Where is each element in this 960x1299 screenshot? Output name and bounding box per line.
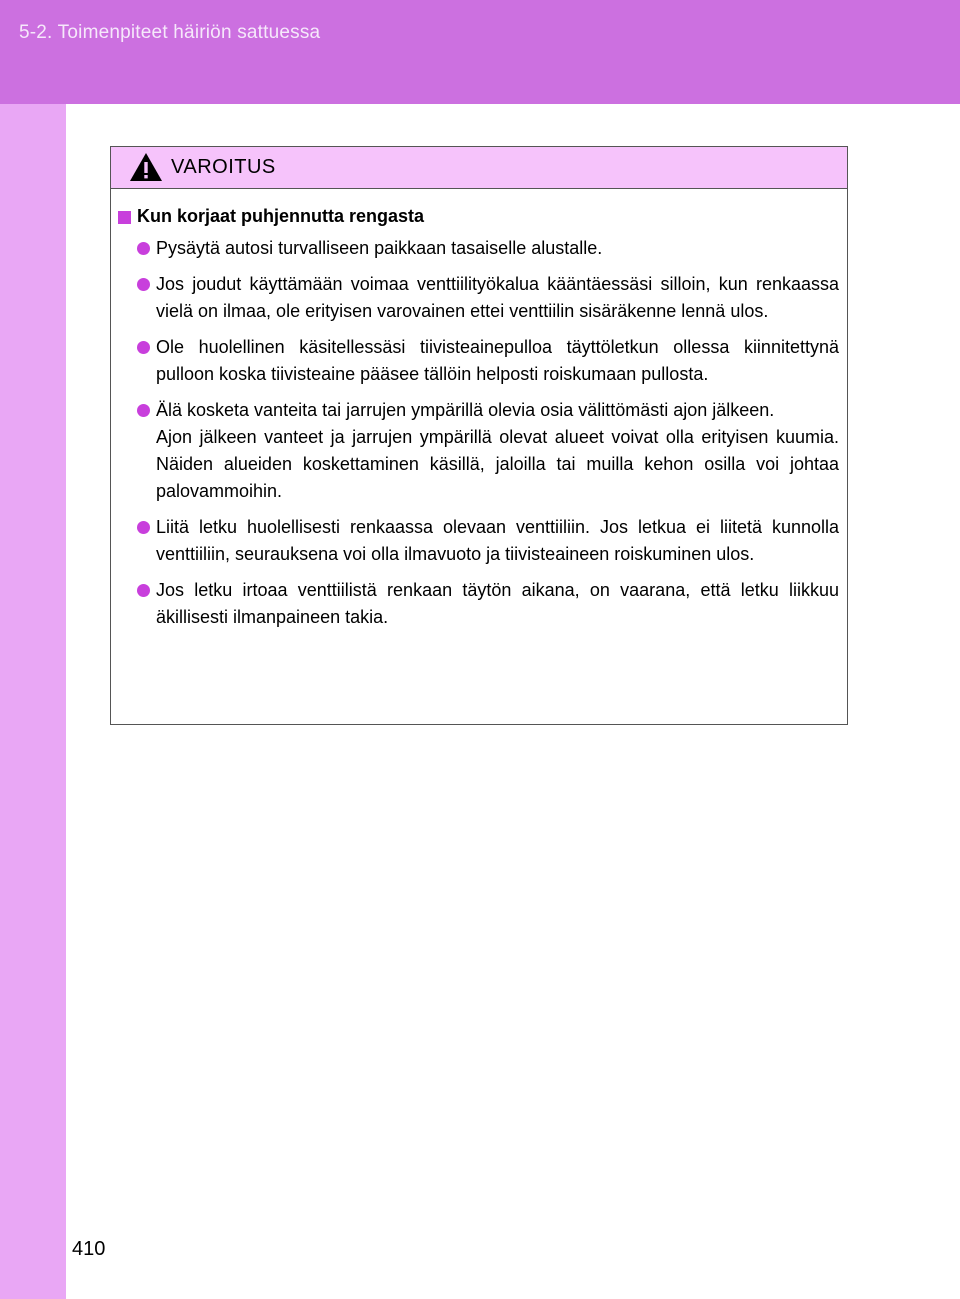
list-item [118, 271, 839, 325]
section-title [118, 206, 839, 227]
list-item [118, 514, 839, 568]
list-item [118, 334, 839, 388]
bullet-dot-icon [137, 404, 150, 417]
bullet-dot-icon [137, 242, 150, 255]
warning-triangle-icon [128, 151, 164, 183]
bullet-text: Älä kosketa vanteita tai jarrujen ympärillä olevia osia välittömästi ajon jälkeen. [156, 400, 775, 420]
list-item [118, 397, 839, 505]
section-header: 5-2. Toimenpiteet häiriön sattuessa [19, 22, 321, 43]
warning-title: VAROITUS [171, 156, 276, 178]
header-band [0, 0, 960, 104]
list-item [118, 577, 839, 631]
warning-header [111, 147, 847, 189]
warning-body [111, 189, 847, 631]
bullet-dot-icon [137, 341, 150, 354]
section-title-text: Kun korjaat puhjennutta rengasta [137, 206, 425, 226]
list-item [118, 235, 839, 262]
bullet-dot-icon [137, 278, 150, 291]
side-band [0, 104, 66, 1299]
bullet-text: Pysäytä autosi turvalliseen paikkaan tasaiselle alustalle. [156, 238, 603, 258]
bullet-dot-icon [137, 521, 150, 534]
bullet-text: Jos joudut käyttämään voimaa venttiilityökalua kääntäessäsi silloin, kun renkaassa vielä on ilmaa, ole erityisen varovainen ettei venttiilin sisäräkenne lennä ulos. [156, 274, 839, 321]
warning-box [110, 146, 848, 725]
bullet-text: Ajon jälkeen vanteet ja jarrujen ympärillä olevat alueet voivat olla erityisen kuumia. Näiden alueiden koskettaminen käsillä, jaloilla tai muilla kehon osilla voi johtaa palovammoihin. [156, 427, 839, 501]
square-bullet-icon [118, 211, 131, 224]
bullet-dot-icon [137, 584, 150, 597]
page-number: 410 [72, 1238, 106, 1260]
bullet-text: Ole huolellinen käsitellessäsi tiivisteainepulloa täyttöletkun ollessa kiinnitettynä pulloon koska tiivisteaine pääsee tällöin helposti roiskumaan pullosta. [156, 337, 839, 384]
bullet-text: Jos letku irtoaa venttiilistä renkaan täytön aikana, on vaarana, että letku liikkuu äkillisesti ilmanpaineen takia. [156, 580, 839, 627]
bullet-text: Liitä letku huolellisesti renkaassa olevaan venttiiliin. Jos letkua ei liitetä kunnolla venttiiliin, seurauksena voi olla ilmavuoto ja tiivisteaineen roiskuminen ulos. [156, 517, 839, 564]
